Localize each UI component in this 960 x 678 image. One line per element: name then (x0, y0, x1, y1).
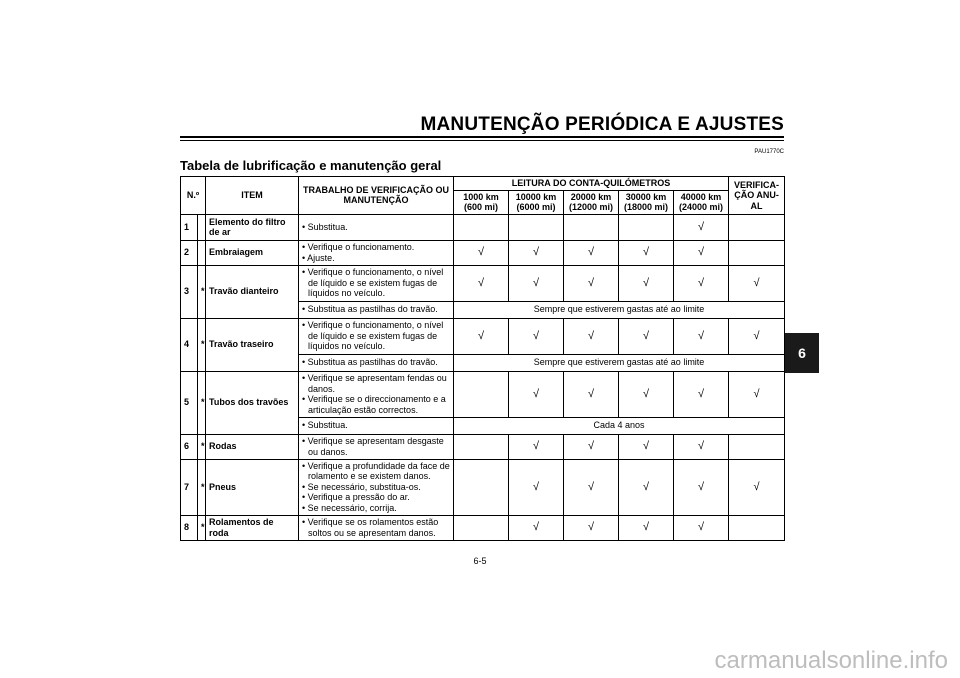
task-line: • Substitua as pastilhas do travão. (302, 304, 438, 315)
check-cell: √ (729, 265, 785, 301)
table-row (181, 240, 785, 265)
task-cell (299, 459, 454, 515)
interval-note: Sempre que estiverem gastas até ao limite (454, 301, 785, 318)
asterisk-mark: * (198, 515, 206, 540)
section-subtitle: Tabela de lubrificação e manutenção geral (180, 158, 442, 173)
maintenance-table (180, 176, 785, 541)
check-cell (454, 515, 509, 540)
check-cell: √ (674, 459, 729, 515)
interval-note: Sempre que estiverem gastas até ao limite (454, 354, 785, 371)
task-text: Verifique o funcionamento. (307, 242, 415, 252)
check-cell: √ (564, 459, 619, 515)
task-text: Substitua as pastilhas do travão. (307, 357, 438, 368)
check-cell: √ (619, 459, 674, 515)
table-row (181, 371, 785, 417)
task-text: Verifique se apresentam fendas ou danos. (307, 373, 447, 394)
check-cell: √ (509, 459, 564, 515)
task-text: Substitua as pastilhas do travão. (307, 304, 438, 315)
check-cell: √ (729, 318, 785, 354)
check-cell (509, 214, 564, 240)
item-name: Embraiagem (206, 240, 299, 265)
check-cell (729, 240, 785, 265)
asterisk-mark: * (198, 459, 206, 515)
check-cell: √ (509, 265, 564, 301)
check-cell: √ (564, 515, 619, 540)
task-line: • Verifique o funcionamento, o nível de líquido e se existem fugas de líquidos no veículo. (302, 267, 444, 299)
row-number: 6 (181, 434, 198, 459)
task-text: Verifique a pressão do ar. (307, 492, 410, 503)
check-cell (729, 214, 785, 240)
check-cell (729, 434, 785, 459)
check-cell: √ (619, 318, 674, 354)
item-name: Rolamentos de roda (206, 515, 299, 540)
check-cell: √ (564, 265, 619, 301)
asterisk-mark: * (198, 318, 206, 371)
header-km-interval: 20000 km (12000 mi) (564, 190, 619, 214)
task-line: • Substitua as pastilhas do travão. (302, 357, 438, 368)
check-cell: √ (619, 240, 674, 265)
check-cell: √ (564, 318, 619, 354)
task-text: Verifique a profundidade da face de rolamento e se existem danos. (307, 460, 450, 482)
check-cell: √ (564, 371, 619, 417)
header-item: ITEM (206, 177, 299, 215)
chapter-tab: 6 (785, 333, 819, 373)
task-text: Substitua. (307, 420, 348, 431)
page-number: 6-5 (473, 556, 487, 566)
maintenance-table-body (181, 214, 785, 540)
check-cell: √ (619, 434, 674, 459)
row-number: 8 (181, 515, 198, 540)
task-cell (299, 318, 454, 354)
task-line: • Se necessário, substitua-os. (302, 481, 421, 492)
check-cell: √ (509, 318, 564, 354)
task-cell (299, 214, 454, 240)
task-cell (299, 240, 454, 265)
check-cell: √ (619, 515, 674, 540)
check-cell: √ (674, 434, 729, 459)
task-cell (299, 301, 454, 318)
task-cell (299, 515, 454, 540)
task-line: • Verifique se o direccionamento e a articulação estão correctos. (302, 394, 446, 415)
check-cell (619, 214, 674, 240)
check-cell: √ (674, 515, 729, 540)
table-row (181, 459, 785, 515)
row-number: 7 (181, 459, 198, 515)
check-cell: √ (674, 240, 729, 265)
task-text: Substitua. (307, 221, 348, 232)
asterisk-mark: * (198, 434, 206, 459)
item-name: Tubos dos travões (206, 371, 299, 434)
check-cell: √ (729, 459, 785, 515)
check-cell: √ (509, 240, 564, 265)
table-row (181, 434, 785, 459)
asterisk-mark: * (198, 265, 206, 318)
check-cell: √ (454, 240, 509, 265)
task-cell (299, 417, 454, 434)
row-number: 2 (181, 240, 198, 265)
check-cell (729, 515, 785, 540)
check-cell (564, 214, 619, 240)
task-line: • Verifique se apresentam desgaste ou danos. (302, 436, 444, 457)
task-line: • Se necessário, corrija. (302, 502, 397, 513)
interval-note: Cada 4 anos (454, 417, 785, 434)
item-name: Elemento do filtro de ar (206, 214, 299, 240)
check-cell: √ (674, 318, 729, 354)
table-row (181, 265, 785, 301)
task-line: • Substitua. (302, 420, 348, 431)
task-cell (299, 265, 454, 301)
header-task: TRABALHO DE VERIFICAÇÃO OU MANUTENÇÃO (299, 177, 454, 215)
task-line: • Verifique o funcionamento, o nível de líquido e se existem fugas de líquidos no veículo. (302, 320, 444, 352)
asterisk-mark (198, 214, 206, 240)
task-cell (299, 354, 454, 371)
task-line: • Substitua. (302, 221, 348, 232)
check-cell: √ (674, 214, 729, 240)
title-rule-thick (180, 136, 784, 138)
check-cell (454, 459, 509, 515)
task-text: Se necessário, corrija. (307, 502, 397, 513)
page-title: MANUTENÇÃO PERIÓDICA E AJUSTES (420, 114, 784, 135)
row-number: 5 (181, 371, 198, 434)
check-cell (454, 434, 509, 459)
header-odometer: LEITURA DO CONTA-QUILÓMETROS (454, 177, 729, 191)
header-km-interval: 30000 km (18000 mi) (619, 190, 674, 214)
task-cell (299, 434, 454, 459)
task-line: • Verifique a profundidade da face de rolamento e se existem danos. (302, 460, 450, 482)
watermark: carmanualsonline.info (714, 647, 948, 674)
section-code: PAU1770C (754, 149, 784, 155)
task-line: • Ajuste. (302, 252, 335, 263)
check-cell: √ (674, 265, 729, 301)
task-line: • Verifique o funcionamento. (302, 242, 415, 252)
header-km-interval: 1000 km (600 mi) (454, 190, 509, 214)
check-cell: √ (509, 434, 564, 459)
title-rule-thin (180, 140, 784, 141)
task-text: Verifique se apresentam desgaste ou danos. (307, 436, 444, 457)
table-row (181, 214, 785, 240)
task-text: Verifique se o direccionamento e a articulação estão correctos. (307, 394, 446, 415)
task-text: Verifique o funcionamento, o nível de líquido e se existem fugas de líquidos no veículo. (307, 267, 444, 299)
task-text: Verifique se os rolamentos estão soltos ou se apresentam danos. (307, 517, 439, 538)
check-cell: √ (564, 240, 619, 265)
row-number: 4 (181, 318, 198, 371)
check-cell: √ (454, 318, 509, 354)
task-text: Se necessário, substitua-os. (307, 481, 421, 492)
task-text: Verifique o funcionamento, o nível de líquido e se existem fugas de líquidos no veículo. (307, 320, 444, 352)
task-line: • Verifique se apresentam fendas ou danos. (302, 373, 447, 394)
check-cell: √ (564, 434, 619, 459)
item-name: Rodas (206, 434, 299, 459)
header-km-interval: 40000 km (24000 mi) (674, 190, 729, 214)
check-cell: √ (454, 265, 509, 301)
check-cell: √ (674, 371, 729, 417)
task-line: • Verifique a pressão do ar. (302, 492, 410, 503)
check-cell: √ (509, 515, 564, 540)
check-cell: √ (509, 371, 564, 417)
check-cell (454, 371, 509, 417)
header-km-interval: 10000 km (6000 mi) (509, 190, 564, 214)
row-number: 1 (181, 214, 198, 240)
row-number: 3 (181, 265, 198, 318)
header-annual-check: VERIFICA-ÇÃO ANU-AL (729, 177, 785, 215)
task-cell (299, 371, 454, 417)
item-name: Travão dianteiro (206, 265, 299, 318)
check-cell: √ (619, 265, 674, 301)
task-text: Ajuste. (307, 252, 335, 263)
check-cell: √ (619, 371, 674, 417)
item-name: Pneus (206, 459, 299, 515)
table-row (181, 318, 785, 354)
table-row (181, 515, 785, 540)
header-number: N.º (181, 177, 206, 215)
item-name: Travão traseiro (206, 318, 299, 371)
asterisk-mark: * (198, 371, 206, 434)
check-cell: √ (729, 371, 785, 417)
asterisk-mark (198, 240, 206, 265)
task-line: • Verifique se os rolamentos estão soltos ou se apresentam danos. (302, 517, 439, 538)
check-cell (454, 214, 509, 240)
